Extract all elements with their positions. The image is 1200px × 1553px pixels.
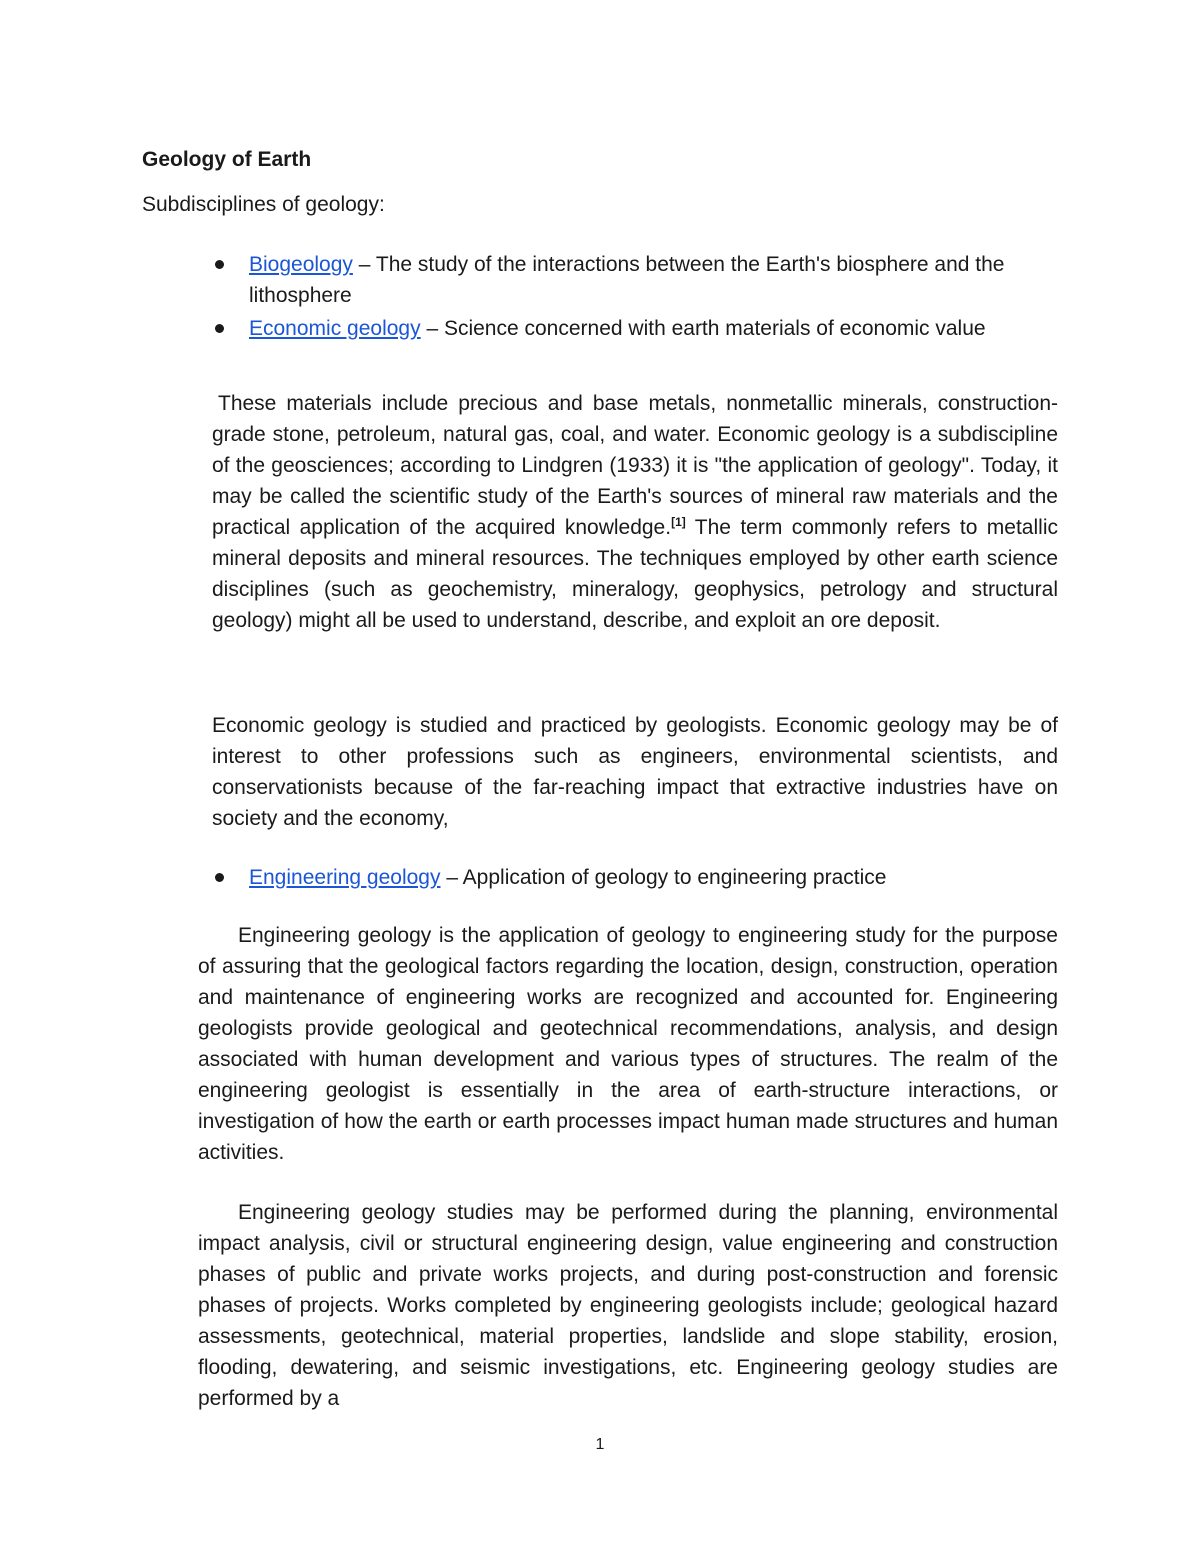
link-biogeology[interactable]: Biogeology <box>249 253 353 276</box>
list-item-text: – Application of geology to engineering practice <box>440 866 887 889</box>
engineering-paragraph-2: Engineering geology studies may be performed during the planning, environmental impact analysis, civil or structural engineering design, value engineering and construction phases of public and private works projects, and during post-construction and forensic phases of projects. Works completed by engineering geologists include; geological hazard assessments, geotechnical, material properties, landslide and slope stability, erosion, flooding, dewatering, and seismic investigations, etc. Engineering geology studies are performed by a <box>198 1201 1058 1410</box>
economic-paragraph-1 <box>212 388 1058 636</box>
link-economic-geology[interactable]: Economic geology <box>249 317 421 340</box>
list-item-text: – The study of the interactions between the Earth's biosphere and the lithosphere <box>249 253 1005 307</box>
bullet-icon <box>215 324 224 333</box>
bullet-icon <box>215 873 224 882</box>
list-item-economic-geology <box>249 313 1064 344</box>
link-engineering-geology[interactable]: Engineering geology <box>249 866 441 889</box>
subtitle: Subdisciplines of geology: <box>142 193 385 216</box>
paragraph-text: The term commonly refers to metallic mineral deposits and mineral resources. The techniques employed by other earth science disciplines (such as geochemistry, mineralogy, geophysics, petrology and structural geology) might all be used to understand, describe, and exploit an ore deposit. <box>212 516 1058 632</box>
bullet-icon <box>215 260 224 269</box>
engineering-paragraph-1: Engineering geology is the application of geology to engineering study for the purpose of assuring that the geological factors regarding the location, design, construction, operation and maintenance of engineering works are recognized and accounted for. Engineering geologists provide geological and geotechnical recommendations, analysis, and design associated with human development and various types of structures. The realm of the engineering geologist is essentially in the area of earth-structure interactions, or investigation of how the earth or earth processes impact human made structures and human activities. <box>198 924 1058 1164</box>
list-item-engineering-geology <box>249 862 1064 893</box>
list-item-biogeology <box>249 249 1064 311</box>
citation-ref[interactable]: [1] <box>671 515 686 529</box>
page-number: 1 <box>595 1436 605 1453</box>
list-item-text: – Science concerned with earth materials of economic value <box>420 317 986 340</box>
paragraph-text: These materials include precious and base metals, nonmetallic minerals, construction-grade stone, petroleum, natural gas, coal, and water. Economic geology is a subdiscipline of the geosciences; according to Lindgren (1933) it is "the application of geology". Today, it may be called the scientific study of the Earth's sources of mineral raw materials and the practical application of the acquired knowledge. <box>212 392 1058 539</box>
page-title: Geology of Earth <box>142 148 312 171</box>
economic-paragraph-2: Economic geology is studied and practiced by geologists. Economic geology may be of interest to other professions such as engineers, environmental scientists, and conservationists because of the far-reaching impact that extractive industries have on society and the economy, <box>212 714 1058 830</box>
